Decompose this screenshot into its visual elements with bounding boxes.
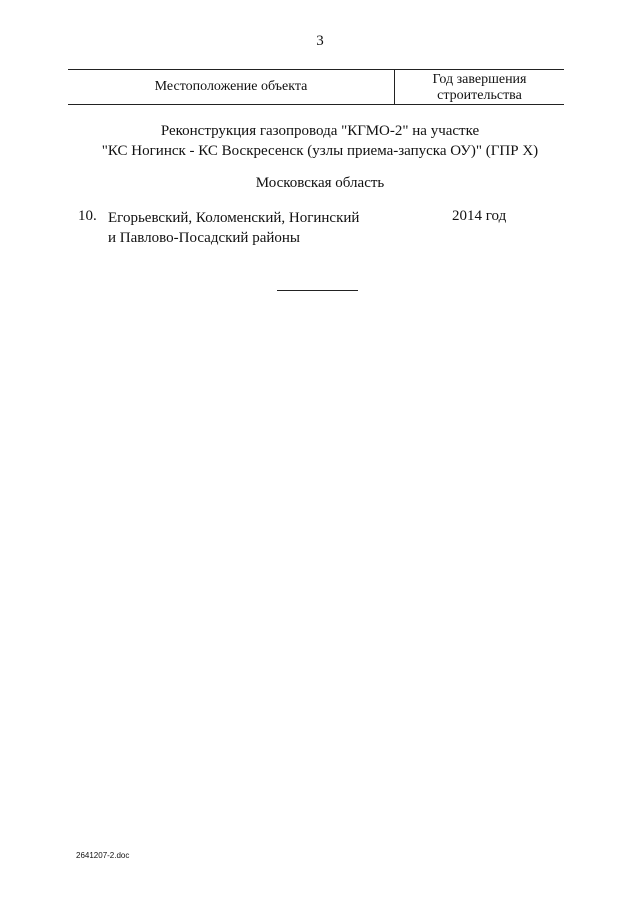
project-title xyxy=(0,121,640,161)
location-column-header: Местоположение объекта xyxy=(154,79,308,94)
region-heading: Московская область xyxy=(255,175,385,191)
end-divider xyxy=(277,290,358,291)
year-header-line2: строительства xyxy=(437,88,522,103)
page-number: 3 xyxy=(316,33,324,49)
entry-year: 2014 год xyxy=(452,208,507,224)
entry-location xyxy=(108,208,398,248)
project-title-line1: Реконструкция газопровода "КГМО-2" на участке xyxy=(160,123,480,139)
entry-location-line1: Егорьевский, Коломенский, Ногинский xyxy=(108,210,360,226)
year-column-header xyxy=(395,72,564,104)
entry-location-line2: и Павлово-Посадский районы xyxy=(108,230,300,246)
entry-number: 10. xyxy=(78,208,97,224)
document-code: 2641207-2.doc xyxy=(76,851,130,860)
project-title-line2: "КС Ногинск - КС Воскресенск (узлы приема-запуска ОУ)" (ГПР Х) xyxy=(101,143,539,159)
year-header-line1: Год завершения xyxy=(432,72,527,87)
table-header xyxy=(68,69,564,105)
